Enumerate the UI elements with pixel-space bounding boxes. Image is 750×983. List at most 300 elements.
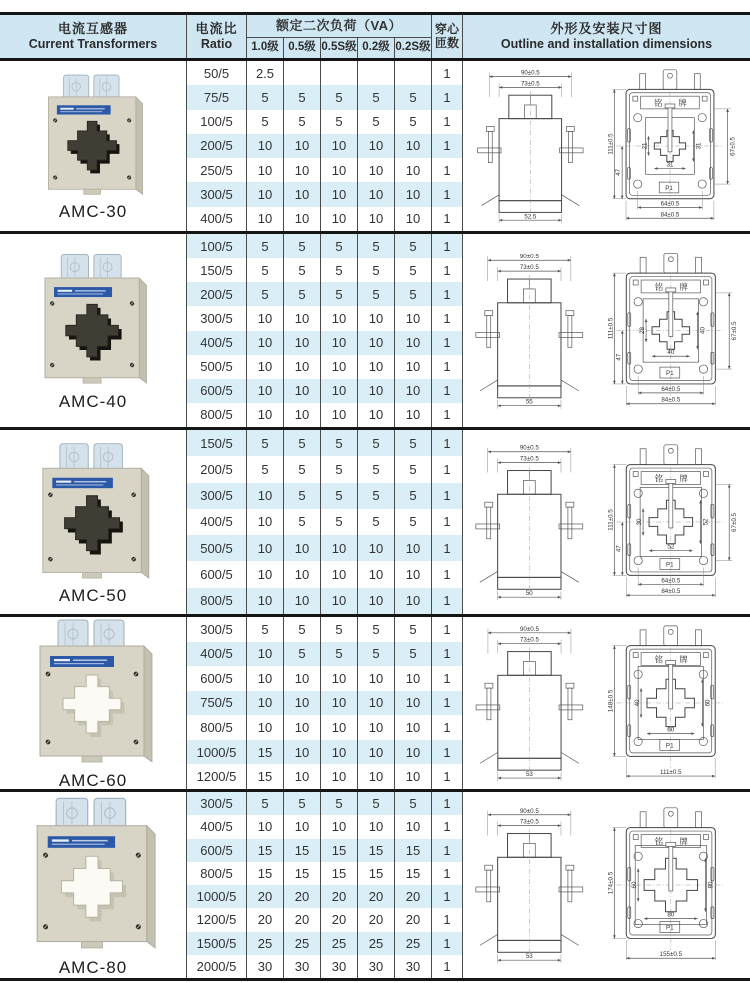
va-cell: 10 [320, 207, 357, 231]
turns-cell: 1 [431, 862, 462, 885]
va-cell: 5 [320, 85, 357, 109]
va-cell: 5 [357, 617, 394, 642]
ratio-cell: 1000/5 [186, 885, 246, 908]
va-cell: 5 [246, 258, 283, 282]
va-cell: 5 [357, 110, 394, 134]
va-cell: 5 [320, 792, 357, 815]
svg-text:53: 53 [525, 771, 533, 779]
ratio-cell: 300/5 [186, 483, 246, 509]
va-cell: 15 [246, 839, 283, 862]
ratio-cell: 600/5 [186, 379, 246, 403]
header-turns-line1: 穿心 [434, 21, 459, 36]
va-cell: 5 [283, 509, 320, 535]
svg-text:73±0.5: 73±0.5 [519, 455, 539, 463]
ratio-cell: 1200/5 [186, 908, 246, 931]
turns-cell: 1 [431, 110, 462, 134]
va-cell: 10 [246, 535, 283, 561]
ratio-cell: 200/5 [186, 282, 246, 306]
va-cell: 30 [394, 955, 431, 978]
turns-cell: 1 [431, 932, 462, 955]
turns-cell: 1 [431, 588, 462, 614]
va-cell: 10 [394, 691, 431, 716]
header-class-1.0: 1.0级 [246, 38, 283, 58]
va-cell: 10 [283, 403, 320, 427]
va-cell: 10 [283, 182, 320, 206]
va-cell: 15 [246, 740, 283, 765]
svg-text:52.5: 52.5 [524, 213, 537, 221]
svg-text:80: 80 [707, 881, 715, 889]
turns-cell: 1 [431, 715, 462, 740]
header-transformers-en: Current Transformers [28, 36, 158, 51]
va-cell: 5 [357, 483, 394, 509]
va-cell: 10 [283, 715, 320, 740]
va-cell: 10 [394, 306, 431, 330]
header-outline [462, 15, 750, 58]
header-ratio-zh: 电流比 [195, 20, 238, 36]
va-cell: 10 [357, 815, 394, 838]
svg-text:90±0.5: 90±0.5 [519, 444, 539, 452]
va-cell: 10 [246, 207, 283, 231]
va-cell: 10 [320, 158, 357, 182]
svg-text:牌: 牌 [679, 654, 688, 665]
turns-cell: 1 [431, 561, 462, 587]
va-cell: 10 [246, 588, 283, 614]
va-cell: 10 [246, 815, 283, 838]
turns-cell: 1 [431, 691, 462, 716]
va-cell: 10 [283, 379, 320, 403]
va-cell: 10 [394, 158, 431, 182]
va-cell: 10 [283, 588, 320, 614]
header-class-0.5: 0.5级 [283, 38, 320, 58]
va-cell: 10 [320, 764, 357, 789]
ratio-cell: 50/5 [186, 61, 246, 85]
product-photo-cell [0, 234, 186, 427]
ratio-cell: 300/5 [186, 792, 246, 815]
va-cell: 10 [283, 331, 320, 355]
va-cell: 10 [357, 182, 394, 206]
va-cell: 10 [394, 379, 431, 403]
va-cell: 10 [394, 403, 431, 427]
turns-cell: 1 [431, 955, 462, 978]
va-cell: 5 [357, 792, 394, 815]
va-cell: 5 [283, 617, 320, 642]
va-cell: 5 [357, 509, 394, 535]
va-cell: 25 [320, 932, 357, 955]
va-cell: 5 [394, 85, 431, 109]
ratio-cell: 600/5 [186, 839, 246, 862]
va-cell: 10 [320, 691, 357, 716]
spec-table [0, 12, 750, 981]
va-cell: 10 [320, 403, 357, 427]
va-cell: 10 [394, 207, 431, 231]
model-label: AMC-40 [58, 391, 128, 411]
va-cell: 5 [394, 642, 431, 667]
svg-text:111±0.5: 111±0.5 [607, 133, 615, 155]
va-cell: 10 [394, 764, 431, 789]
va-cell: 20 [320, 908, 357, 931]
va-cell: 10 [320, 182, 357, 206]
va-cell: 5 [320, 509, 357, 535]
va-cell: 15 [394, 839, 431, 862]
va-cell: 10 [320, 588, 357, 614]
va-cell: 5 [320, 456, 357, 482]
va-cell: 10 [357, 740, 394, 765]
va-cell: 10 [357, 691, 394, 716]
svg-text:174±0.5: 174±0.5 [607, 871, 615, 895]
svg-text:111±0.5: 111±0.5 [659, 769, 682, 777]
va-cell: 5 [246, 282, 283, 306]
va-cell: 5 [394, 234, 431, 258]
va-cell: 5 [283, 258, 320, 282]
header-current-transformers [0, 15, 186, 58]
section-amc-60 [0, 617, 750, 792]
svg-text:40: 40 [667, 349, 675, 357]
va-cell: 10 [357, 331, 394, 355]
turns-cell: 1 [431, 509, 462, 535]
turns-cell: 1 [431, 642, 462, 667]
va-cell: 10 [283, 740, 320, 765]
ratio-cell: 75/5 [186, 85, 246, 109]
turns-cell: 1 [431, 815, 462, 838]
va-cell: 5 [394, 617, 431, 642]
va-cell [394, 61, 431, 85]
svg-text:47: 47 [615, 353, 623, 361]
svg-text:80: 80 [667, 911, 675, 919]
table-body [0, 61, 750, 981]
turns-cell: 1 [431, 430, 462, 456]
turns-cell: 1 [431, 535, 462, 561]
svg-text:31: 31 [666, 161, 674, 169]
product-photo [25, 249, 161, 387]
dimension-diagram [462, 617, 750, 789]
va-cell: 10 [394, 715, 431, 740]
turns-cell: 1 [431, 456, 462, 482]
turns-cell: 1 [431, 331, 462, 355]
va-cell: 5 [320, 258, 357, 282]
va-cell: 10 [394, 134, 431, 158]
ratio-cell: 800/5 [186, 715, 246, 740]
va-cell: 10 [246, 306, 283, 330]
va-cell: 10 [320, 715, 357, 740]
model-label: AMC-50 [58, 586, 128, 606]
va-cell: 20 [246, 885, 283, 908]
svg-text:64±0.5: 64±0.5 [661, 577, 681, 585]
ratio-cell: 800/5 [186, 862, 246, 885]
svg-text:52: 52 [667, 543, 675, 551]
ratio-cell: 150/5 [186, 430, 246, 456]
header-turns [431, 15, 462, 58]
va-cell: 5 [320, 234, 357, 258]
va-cell: 10 [283, 207, 320, 231]
table-header [0, 12, 750, 61]
product-photo-cell [0, 430, 186, 614]
ratio-cell: 400/5 [186, 207, 246, 231]
va-cell: 15 [283, 862, 320, 885]
va-cell: 10 [357, 306, 394, 330]
va-cell: 10 [246, 134, 283, 158]
va-cell: 10 [246, 158, 283, 182]
va-cell: 20 [394, 908, 431, 931]
ratio-cell: 200/5 [186, 134, 246, 158]
va-cell [283, 61, 320, 85]
model-label: AMC-30 [58, 202, 128, 222]
va-cell: 5 [283, 642, 320, 667]
va-cell: 5 [394, 282, 431, 306]
product-photo [14, 792, 172, 952]
svg-text:P1: P1 [665, 742, 674, 750]
turns-cell: 1 [431, 885, 462, 908]
va-cell: 15 [283, 839, 320, 862]
header-turns-line2: 匝数 [434, 35, 459, 50]
va-cell: 5 [283, 282, 320, 306]
ratio-cell: 800/5 [186, 588, 246, 614]
va-cell: 10 [283, 691, 320, 716]
turns-cell: 1 [431, 207, 462, 231]
header-outline-en: Outline and installation dimensions [500, 36, 713, 51]
svg-text:84±0.5: 84±0.5 [661, 588, 681, 596]
va-cell: 5 [320, 110, 357, 134]
section-amc-30 [0, 61, 750, 234]
turns-cell: 1 [431, 764, 462, 789]
turns-cell: 1 [431, 617, 462, 642]
va-cell: 5 [357, 234, 394, 258]
section-amc-80 [0, 792, 750, 981]
dimension-diagram [462, 792, 750, 978]
va-cell: 10 [320, 561, 357, 587]
va-cell: 30 [357, 955, 394, 978]
va-cell: 5 [320, 483, 357, 509]
svg-text:90±0.5: 90±0.5 [519, 807, 539, 815]
svg-text:67±0.5: 67±0.5 [729, 137, 737, 156]
va-cell: 10 [394, 815, 431, 838]
turns-cell: 1 [431, 483, 462, 509]
ratio-cell: 600/5 [186, 561, 246, 587]
svg-text:P1: P1 [666, 924, 674, 932]
va-cell: 15 [320, 862, 357, 885]
va-cell: 10 [246, 483, 283, 509]
va-cell: 10 [246, 509, 283, 535]
svg-text:73±0.5: 73±0.5 [519, 818, 539, 826]
ratio-cell: 250/5 [186, 158, 246, 182]
va-cell: 10 [246, 561, 283, 587]
va-cell: 10 [246, 715, 283, 740]
svg-text:64±0.5: 64±0.5 [660, 200, 680, 208]
va-cell: 20 [246, 908, 283, 931]
turns-cell: 1 [431, 182, 462, 206]
va-cell: 20 [320, 885, 357, 908]
svg-text:30: 30 [636, 518, 644, 526]
va-cell: 10 [394, 588, 431, 614]
svg-text:111±0.5: 111±0.5 [607, 509, 615, 531]
va-cell: 10 [283, 815, 320, 838]
svg-text:47: 47 [615, 168, 623, 176]
va-cell: 30 [283, 955, 320, 978]
ratio-cell: 600/5 [186, 666, 246, 691]
va-cell: 10 [357, 715, 394, 740]
va-cell: 10 [394, 740, 431, 765]
ratio-cell: 400/5 [186, 642, 246, 667]
va-cell: 20 [283, 908, 320, 931]
va-cell: 10 [246, 182, 283, 206]
svg-text:牌: 牌 [679, 281, 688, 292]
va-cell: 10 [246, 691, 283, 716]
va-cell: 10 [246, 355, 283, 379]
va-cell: 10 [283, 355, 320, 379]
product-photo [22, 438, 164, 582]
va-cell [320, 61, 357, 85]
svg-text:铭: 铭 [654, 97, 663, 108]
va-cell: 10 [357, 561, 394, 587]
svg-text:50: 50 [525, 590, 533, 598]
va-cell: 10 [246, 403, 283, 427]
va-cell: 15 [357, 862, 394, 885]
ratio-cell: 150/5 [186, 258, 246, 282]
svg-text:148±0.5: 148±0.5 [607, 689, 615, 713]
svg-text:55: 55 [525, 398, 533, 406]
svg-text:铭: 铭 [654, 473, 664, 484]
product-photo [18, 614, 168, 766]
turns-cell: 1 [431, 740, 462, 765]
header-class-0.2S: 0.2S级 [394, 38, 431, 58]
svg-text:53: 53 [525, 953, 533, 961]
va-cell: 15 [357, 839, 394, 862]
va-cell: 5 [357, 430, 394, 456]
va-cell: 10 [246, 379, 283, 403]
ratio-cell: 1500/5 [186, 932, 246, 955]
header-class-0.5S: 0.5S级 [320, 38, 357, 58]
va-cell: 10 [283, 306, 320, 330]
va-cell: 5 [246, 617, 283, 642]
va-cell: 5 [283, 85, 320, 109]
header-ratio-en: Ratio [200, 36, 233, 51]
svg-text:73±0.5: 73±0.5 [519, 264, 539, 272]
ratio-cell: 400/5 [186, 331, 246, 355]
va-cell [357, 61, 394, 85]
va-cell: 5 [320, 282, 357, 306]
va-cell: 5 [394, 430, 431, 456]
svg-text:67±0.5: 67±0.5 [731, 321, 739, 341]
turns-cell: 1 [431, 85, 462, 109]
svg-text:52: 52 [702, 518, 710, 526]
va-cell: 10 [394, 535, 431, 561]
svg-text:111±0.5: 111±0.5 [607, 317, 615, 340]
dimension-diagram [462, 234, 750, 427]
svg-text:90±0.5: 90±0.5 [519, 253, 539, 261]
va-cell: 10 [357, 588, 394, 614]
va-cell: 5 [283, 792, 320, 815]
turns-cell: 1 [431, 61, 462, 85]
model-label: AMC-60 [58, 771, 128, 791]
va-cell: 10 [246, 642, 283, 667]
va-cell: 10 [357, 403, 394, 427]
va-cell: 5 [283, 234, 320, 258]
va-cell: 5 [394, 456, 431, 482]
va-cell: 15 [394, 862, 431, 885]
va-cell: 15 [246, 862, 283, 885]
va-cell: 2.5 [246, 61, 283, 85]
svg-text:28: 28 [639, 327, 647, 334]
va-cell: 10 [283, 666, 320, 691]
va-cell: 5 [320, 617, 357, 642]
product-photo-cell [0, 61, 186, 231]
svg-text:73±0.5: 73±0.5 [520, 80, 540, 88]
va-cell: 25 [246, 932, 283, 955]
va-cell: 10 [357, 158, 394, 182]
svg-text:90±0.5: 90±0.5 [519, 625, 539, 633]
svg-text:铭: 铭 [654, 281, 664, 292]
va-cell: 10 [246, 666, 283, 691]
va-cell: 25 [394, 932, 431, 955]
va-cell: 10 [283, 134, 320, 158]
va-cell: 10 [320, 535, 357, 561]
svg-text:40: 40 [634, 699, 642, 707]
svg-text:牌: 牌 [678, 97, 687, 108]
va-cell: 5 [357, 85, 394, 109]
va-cell: 10 [283, 158, 320, 182]
svg-text:铭: 铭 [654, 654, 664, 665]
svg-text:60: 60 [667, 726, 675, 734]
ratio-cell: 1000/5 [186, 740, 246, 765]
header-outline-zh: 外形及安装尺寸图 [550, 20, 663, 36]
ratio-cell: 500/5 [186, 535, 246, 561]
va-cell: 10 [283, 764, 320, 789]
va-cell: 10 [394, 666, 431, 691]
va-cell: 20 [357, 908, 394, 931]
svg-text:牌: 牌 [679, 836, 688, 847]
turns-cell: 1 [431, 306, 462, 330]
va-cell: 5 [246, 430, 283, 456]
va-cell: 10 [320, 134, 357, 158]
header-class-0.2: 0.2级 [357, 38, 394, 58]
va-cell: 15 [320, 839, 357, 862]
svg-text:P1: P1 [666, 370, 674, 378]
va-cell: 10 [394, 355, 431, 379]
turns-cell: 1 [431, 355, 462, 379]
va-cell: 5 [246, 792, 283, 815]
turns-cell: 1 [431, 379, 462, 403]
ratio-cell: 2000/5 [186, 955, 246, 978]
ratio-cell: 1200/5 [186, 764, 246, 789]
va-cell: 5 [394, 483, 431, 509]
va-cell: 10 [357, 207, 394, 231]
product-photo-cell [0, 792, 186, 978]
turns-cell: 1 [431, 839, 462, 862]
va-cell: 5 [246, 85, 283, 109]
ratio-cell: 300/5 [186, 306, 246, 330]
va-cell: 5 [283, 483, 320, 509]
svg-text:67±0.5: 67±0.5 [731, 512, 739, 532]
va-cell: 10 [357, 764, 394, 789]
svg-text:P1: P1 [666, 561, 674, 569]
va-cell: 20 [283, 885, 320, 908]
dimension-diagram [462, 61, 750, 231]
svg-text:84±0.5: 84±0.5 [660, 211, 680, 219]
va-cell: 10 [320, 306, 357, 330]
va-cell: 5 [246, 234, 283, 258]
va-cell: 5 [357, 642, 394, 667]
section-amc-40 [0, 234, 750, 430]
turns-cell: 1 [431, 282, 462, 306]
va-cell: 10 [394, 182, 431, 206]
va-cell: 30 [246, 955, 283, 978]
va-cell: 10 [320, 331, 357, 355]
va-cell: 25 [283, 932, 320, 955]
va-cell: 10 [320, 379, 357, 403]
va-cell: 10 [394, 331, 431, 355]
va-cell: 30 [320, 955, 357, 978]
va-cell: 5 [357, 282, 394, 306]
ratio-cell: 100/5 [186, 234, 246, 258]
